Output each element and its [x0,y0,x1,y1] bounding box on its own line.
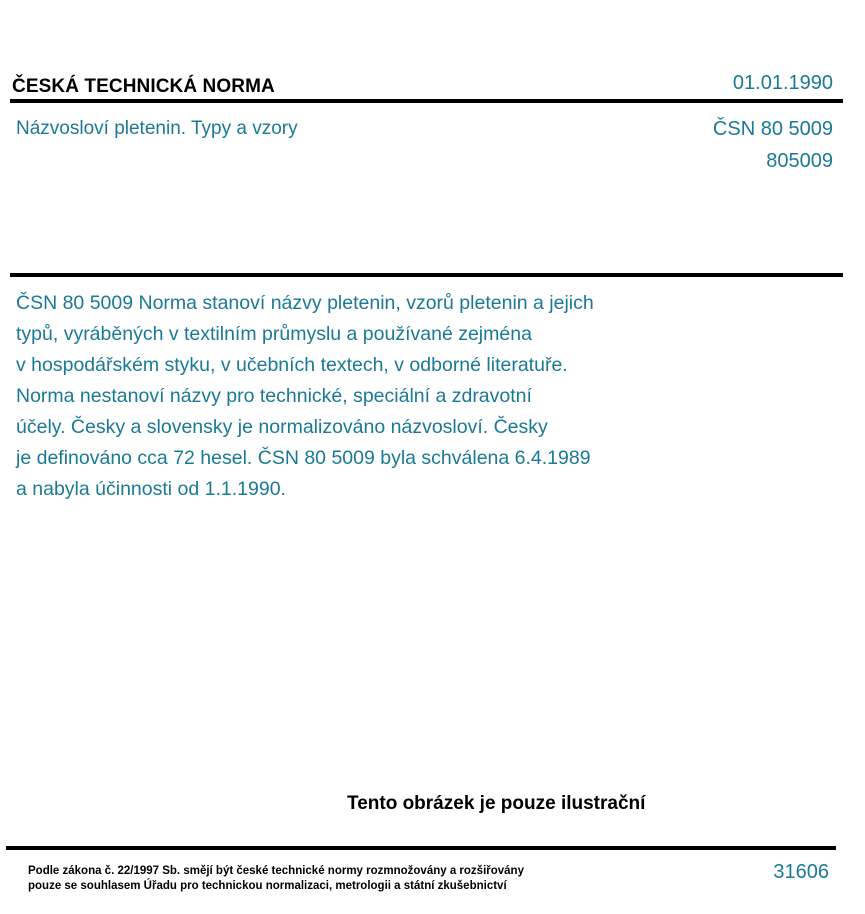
publication-date: 01.01.1990 [732,72,833,94]
section-divider [10,273,843,277]
legal-line: Podle zákona č. 22/1997 Sb. smějí být české technické normy rozmnožovány a rozšiřovány [28,865,524,877]
illustration-note: Tento obrázek je pouze ilustrační [347,793,646,814]
abstract-line: v hospodářském styku, v učebních textech, v odborné literatuře. [16,354,568,376]
page-title: ČESKÁ TECHNICKÁ NORMA [12,76,275,97]
legal-line: pouze se souhlasem Úřadu pro technickou normalizaci, metrologii a státní zkušebnictví [28,880,507,892]
catalog-number: 805009 [766,150,833,172]
header-divider [10,99,843,103]
abstract-line: ČSN 80 5009 Norma stanoví názvy pletenin, vzorů pletenin a jejich [16,292,594,314]
abstract-text [16,288,676,505]
footer-divider [6,846,836,850]
abstract-line: typů, vyráběných v textilním průmyslu a používané zejména [16,323,532,345]
standard-code: ČSN 80 5009 [712,118,833,140]
standard-name: Názvosloví pletenin. Typy a vzory [16,118,298,139]
abstract-line: a nabyla účinnosti od 1.1.1990. [16,478,286,500]
abstract-line: Norma nestanoví názvy pro technické, speciální a zdravotní [16,385,532,407]
abstract-line: je definováno cca 72 hesel. ČSN 80 5009 byla schválena 6.4.1989 [16,447,591,469]
document-number: 31606 [773,861,829,883]
legal-notice [28,864,524,894]
abstract-line: účely. Česky a slovensky je normalizováno názvosloví. Česky [16,416,548,438]
